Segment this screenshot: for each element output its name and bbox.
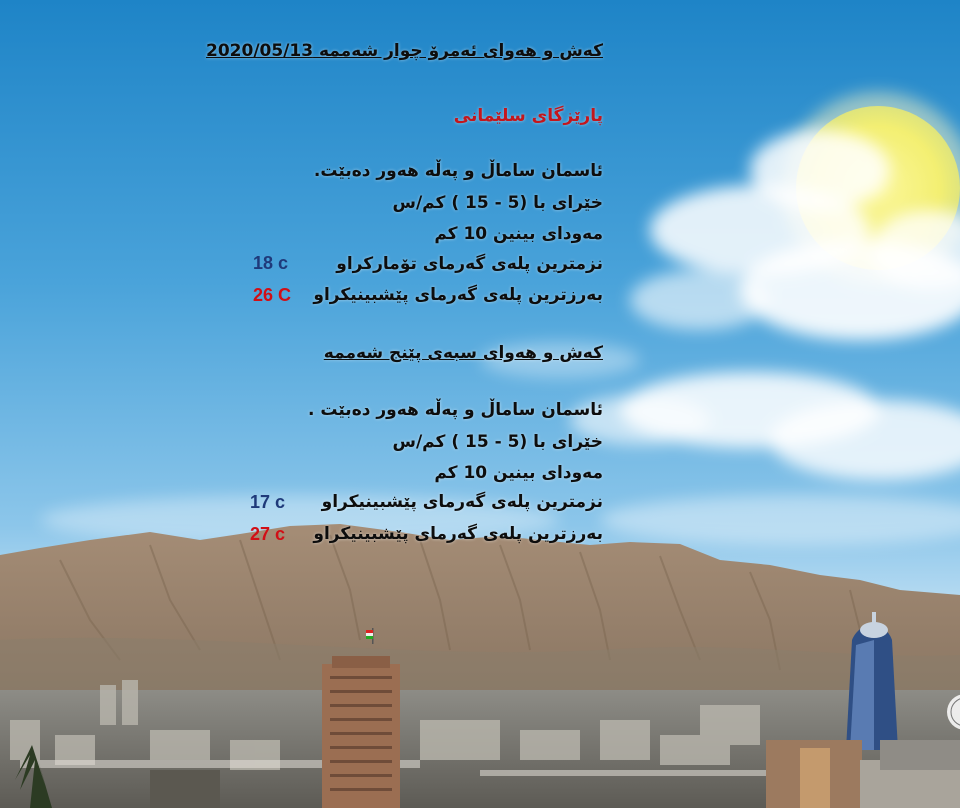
today-max-value: 26 C <box>253 285 292 305</box>
today-sky: ئاسمان ساماڵ و پەڵە هەور دەبێت. <box>313 161 603 181</box>
province-title: پارێزگای سلێمانی <box>453 106 603 126</box>
tomorrow-max-label: بەرزترین پلەی گەرمای پێشبینیکراو <box>313 524 603 544</box>
tomorrow-sky: ئاسمان ساماڵ و پەڵە هەور دەبێت . <box>308 400 603 420</box>
tomorrow-heading: کەش و هەوای سبەی پێنج شەممە <box>323 343 603 363</box>
today-visibility: مەودای بینین 10 کم <box>434 224 603 244</box>
today-min-value: 18 c <box>253 253 289 273</box>
today-wind: خێرای با (5 - 15 ) کم/س <box>392 193 603 213</box>
tomorrow-visibility: مەودای بینین 10 کم <box>434 463 603 483</box>
tomorrow-max-value: 27 c <box>250 524 286 544</box>
tomorrow-wind: خێرای با (5 - 15 ) کم/س <box>392 432 603 452</box>
today-max-label: بەرزترین پلەی گەرمای پێشبینیکراو <box>313 285 603 305</box>
today-min-label: نزمترین پلەی گەرمای تۆمارکراو <box>336 254 603 274</box>
tomorrow-min-label: نزمترین پلەی گەرمای پێشبینیکراو <box>321 492 603 512</box>
tomorrow-min-value: 17 c <box>250 492 286 512</box>
today-heading: کەش و هەوای ئەمرۆ چوار شەممە 2020/05/13 <box>206 41 603 61</box>
